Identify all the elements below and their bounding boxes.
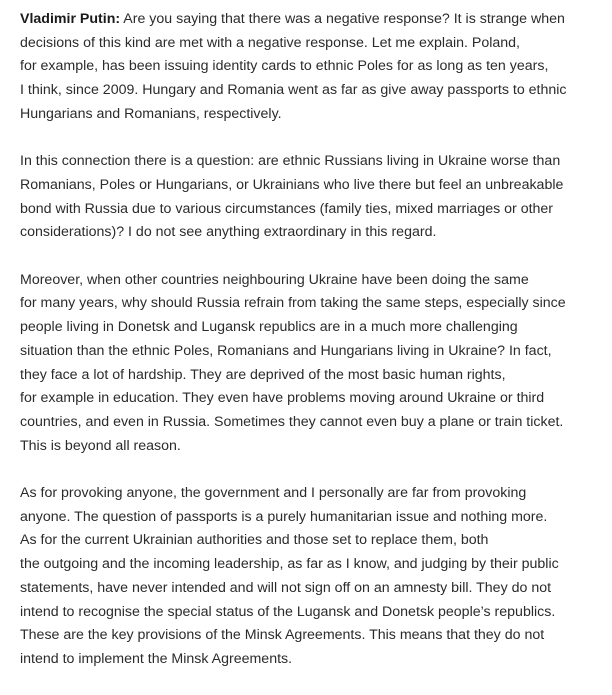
text-line: for example in education. They even have problems moving around Ukraine or third (20, 390, 545, 407)
text-line: In this connection there is a question: are ethnic Russians living in Ukraine worse than (20, 153, 561, 170)
text-line: the outgoing and the incoming leadership, as far as I know, and judging by their public (20, 556, 559, 573)
speaker-name: Vladimir Putin: (20, 11, 121, 27)
text-line: As for provoking anyone, the government and I personally are far from provoking (20, 485, 527, 502)
text-line: Romanians, Poles or Hungarians, or Ukrainians who live there but feel an unbreakable (20, 176, 564, 193)
text-line: I think, since 2009. Hungary and Romania went as far as give away passports to ethnic (20, 82, 567, 99)
text-line: Hungarians and Romanians, respectively. (20, 105, 282, 122)
text-line: statements, have never intended and will not sign off on an amnesty bill. They do not (20, 579, 552, 596)
paragraph-3 (20, 269, 600, 459)
text-line: for many years, why should Russia refrain from taking the same steps, especially since (20, 295, 566, 312)
text-line: Moreover, when other countries neighbouring Ukraine have been doing the same (20, 271, 529, 288)
text-line: These are the key provisions of the Minsk Agreements. This means that they do not (20, 627, 545, 644)
paragraph-4 (20, 482, 600, 672)
text-line: people living in Donetsk and Lugansk republics are in a much more challenging (20, 319, 518, 336)
text-line: intend to recognise the special status of the Lugansk and Donetsk people’s republics. (20, 603, 556, 620)
paragraph-2 (20, 150, 600, 245)
text-line: As for the current Ukrainian authorities and those set to replace them, both (20, 532, 489, 549)
text-line: considerations)? I do not see anything extraordinary in this regard. (20, 224, 437, 241)
text-line: decisions of this kind are met with a negative response. Let me explain. Poland, (20, 34, 520, 51)
text-line: for example, has been issuing identity cards to ethnic Poles for as long as ten years, (20, 58, 549, 75)
text-line: anyone. The question of passports is a purely humanitarian issue and nothing more. (20, 508, 548, 525)
paragraph-1 (20, 8, 600, 127)
text-line-fragment: Are you saying that there was a negative response? It is strange when (120, 11, 565, 27)
text-line: situation than the ethnic Poles, Romanians and Hungarians living in Ukraine? In fact, (20, 342, 552, 359)
text-line: they face a lot of hardship. They are deprived of the most basic human rights, (20, 366, 506, 383)
text-line: bond with Russia due to various circumstances (family ties, mixed marriages or other (20, 200, 554, 217)
transcript-document (20, 8, 600, 695)
text-line: countries, and even in Russia. Sometimes they cannot even buy a plane or train ticket. (20, 413, 564, 430)
text-line: intend to implement the Minsk Agreements. (20, 650, 293, 667)
text-line (20, 8, 600, 32)
text-line: This is beyond all reason. (20, 437, 181, 454)
